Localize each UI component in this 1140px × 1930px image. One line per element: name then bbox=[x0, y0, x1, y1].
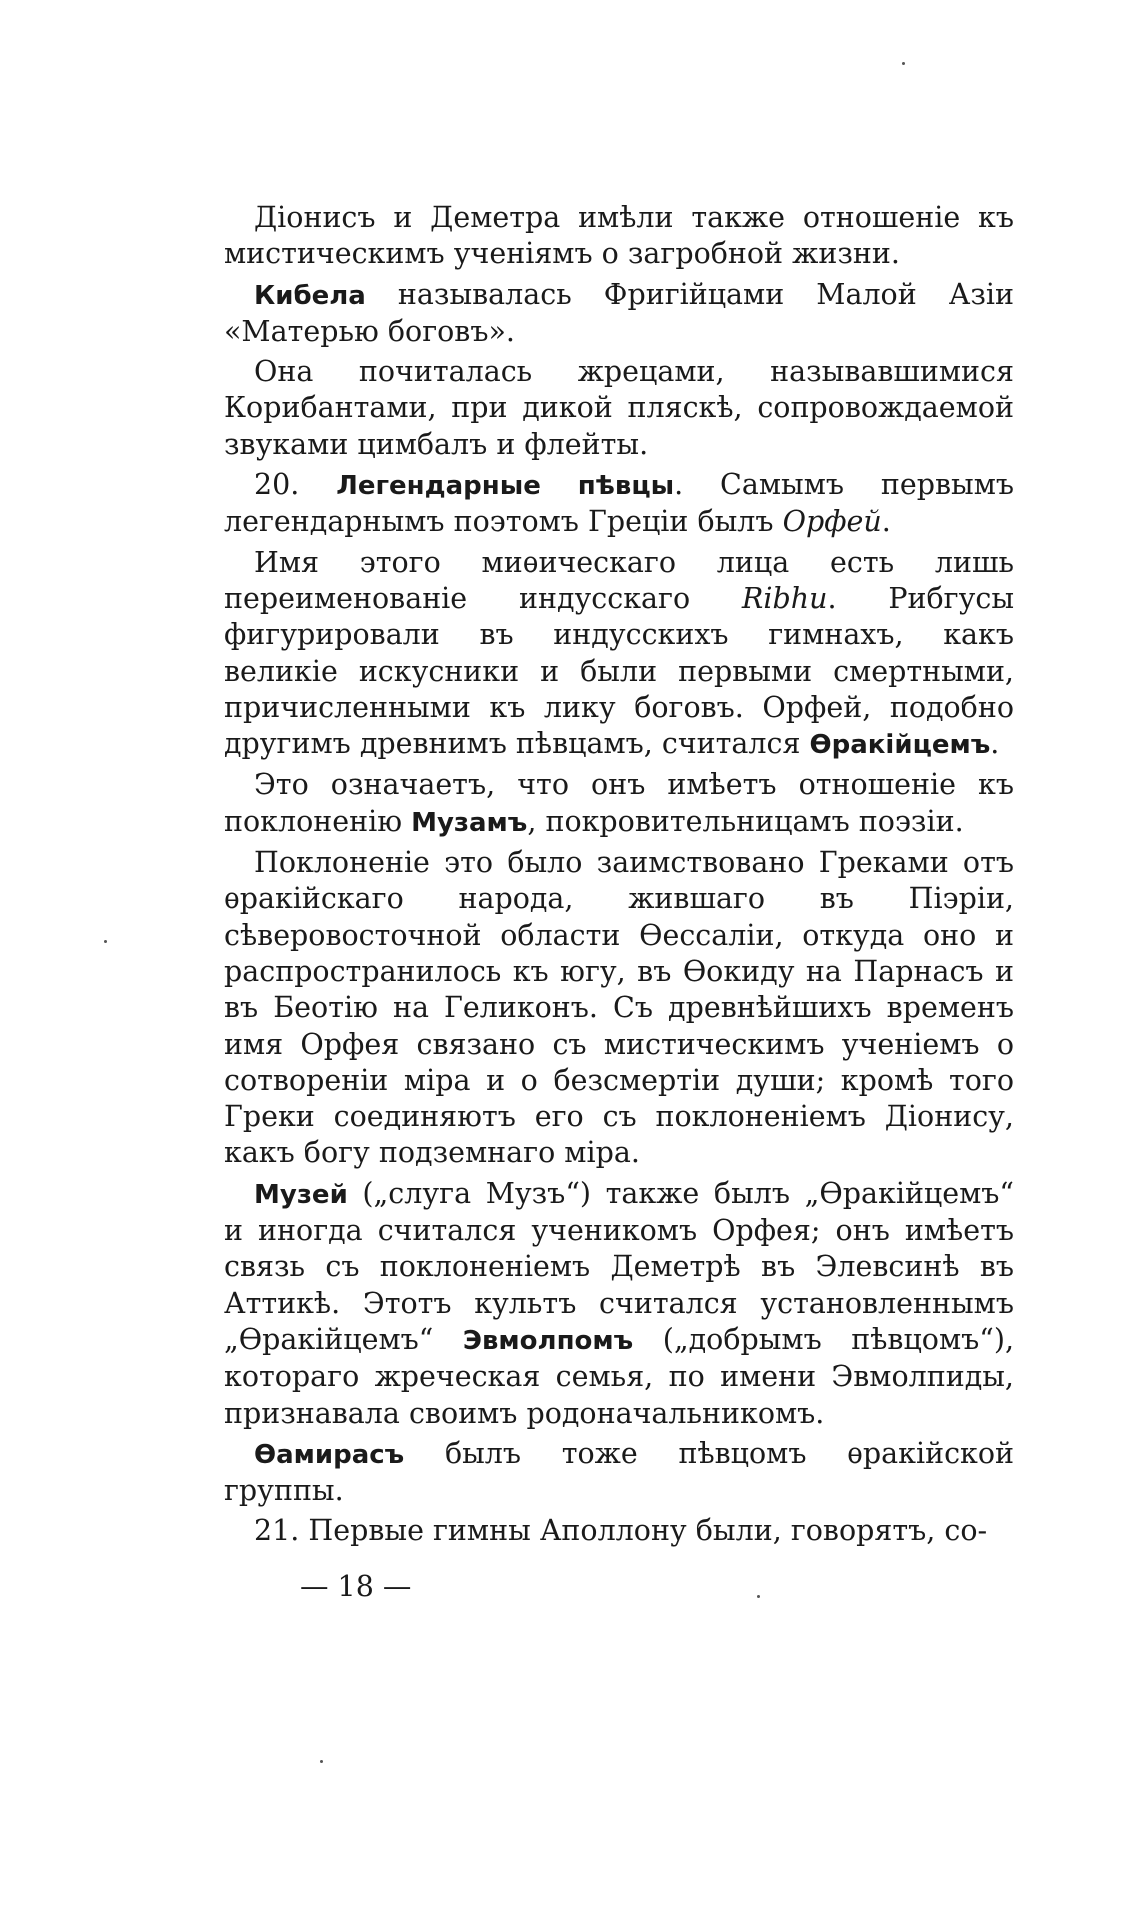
term-thracian: Ѳракійцемъ bbox=[809, 730, 991, 761]
term-eumolpus: Эвмолпомъ bbox=[462, 1325, 634, 1356]
paragraph-korybantes bbox=[224, 354, 1014, 463]
text-segment: . Самымъ первымъ легендарнымъ поэтомъ Греціи былъ bbox=[224, 468, 1015, 539]
paper-speck bbox=[320, 1760, 323, 1763]
term-kybele: Кибела bbox=[254, 280, 366, 311]
paragraph-dionysus-demeter bbox=[224, 200, 1014, 273]
text-segment: Это означаетъ, что онъ имѣетъ отношеніе къ поклоненію bbox=[224, 768, 1014, 838]
italic-name-orpheus: Орфей bbox=[782, 505, 882, 539]
text-segment: („добрымъ пѣвцомъ“), котораго жреческая семья, по имени Эвмолпиды, признавала своимъ родоначальникомъ. bbox=[224, 1322, 1014, 1430]
term-muses: Музамъ bbox=[411, 807, 528, 838]
text-segment: Поклоненіе это было заимствовано Греками отъ ѳракійскаго народа, жившаго въ Піэріи, сѣверовосточной области Ѳессаліи, откуда оно и распространилось къ югу, въ Ѳокиду на Парнасъ и въ Беотію на Геликонъ. Съ древнѣйшихъ временъ имя Орфея связано съ мистическимъ ученіемъ о сотвореніи міра и о безсмертіи души; кромѣ того Греки соединяютъ его съ поклоненіемъ Діонису, какъ богу подземнаго міра. bbox=[224, 846, 1014, 1170]
term-thamyris: Ѳамирасъ bbox=[254, 1439, 405, 1470]
paper-speck bbox=[902, 62, 905, 65]
body-text bbox=[224, 200, 1014, 1554]
text-segment: Діонисъ и Деметра имѣли также отношеніе къ мистическимъ ученіямъ о загробной жизни. bbox=[224, 201, 1014, 271]
paragraph-section-21 bbox=[224, 1513, 1014, 1549]
paragraph-section-20 bbox=[224, 467, 1014, 541]
paragraph-worship-origin bbox=[224, 845, 1014, 1172]
paragraph-muses bbox=[224, 767, 1014, 841]
term-musaeus: Музей bbox=[254, 1179, 348, 1210]
text-segment: . bbox=[881, 505, 891, 539]
italic-word-ribhu: Ribhu bbox=[741, 581, 828, 615]
page-number: — 18 — bbox=[300, 1570, 412, 1603]
text-segment: 21. Первые гимны Аполлону были, говорятъ, со- bbox=[254, 1514, 988, 1548]
paragraph-thamyris bbox=[224, 1436, 1014, 1510]
section-heading: Легендарные пѣвцы bbox=[336, 471, 675, 502]
text-segment: („слуга Музъ“) также былъ „Ѳракійцемъ“ и иногда считался ученикомъ Орфея; онъ имѣетъ связь съ поклоненіемъ Деметрѣ въ Элевсинѣ въ Аттикѣ. Этотъ культъ считался установленнымъ „Ѳракійцемъ“ bbox=[224, 1176, 1014, 1356]
text-segment: Она почиталась жрецами, называвшимися Корибантами, при дикой пляскѣ, сопровождаемой звуками цимбалъ и флейты. bbox=[224, 355, 1014, 461]
section-number: 20. bbox=[254, 468, 337, 502]
text-segment: , покровительницамъ поэзіи. bbox=[527, 804, 964, 838]
paragraph-ribhu bbox=[224, 545, 1014, 764]
text-segment: . bbox=[990, 727, 1000, 761]
paper-speck bbox=[104, 940, 107, 943]
text-segment: . Рибгусы фигурировали въ индусскихъ гимнахъ, какъ великіе искусники и были первыми смертными, причисленными къ лику боговъ. Орфей, подобно другимъ древнимъ пѣвцамъ, считался bbox=[224, 581, 1014, 761]
text-segment: былъ тоже пѣвцомъ ѳракійской группы. bbox=[224, 1436, 1014, 1508]
text-segment: называлась Фригійцами Малой Азіи «Матерью боговъ». bbox=[224, 277, 1014, 348]
text-segment: Имя этого миѳическаго лица есть лишь переименованіе индусскаго bbox=[224, 545, 1014, 615]
paper-speck bbox=[757, 1595, 760, 1598]
paragraph-kybele bbox=[224, 277, 1014, 351]
paragraph-musaeus bbox=[224, 1176, 1014, 1432]
